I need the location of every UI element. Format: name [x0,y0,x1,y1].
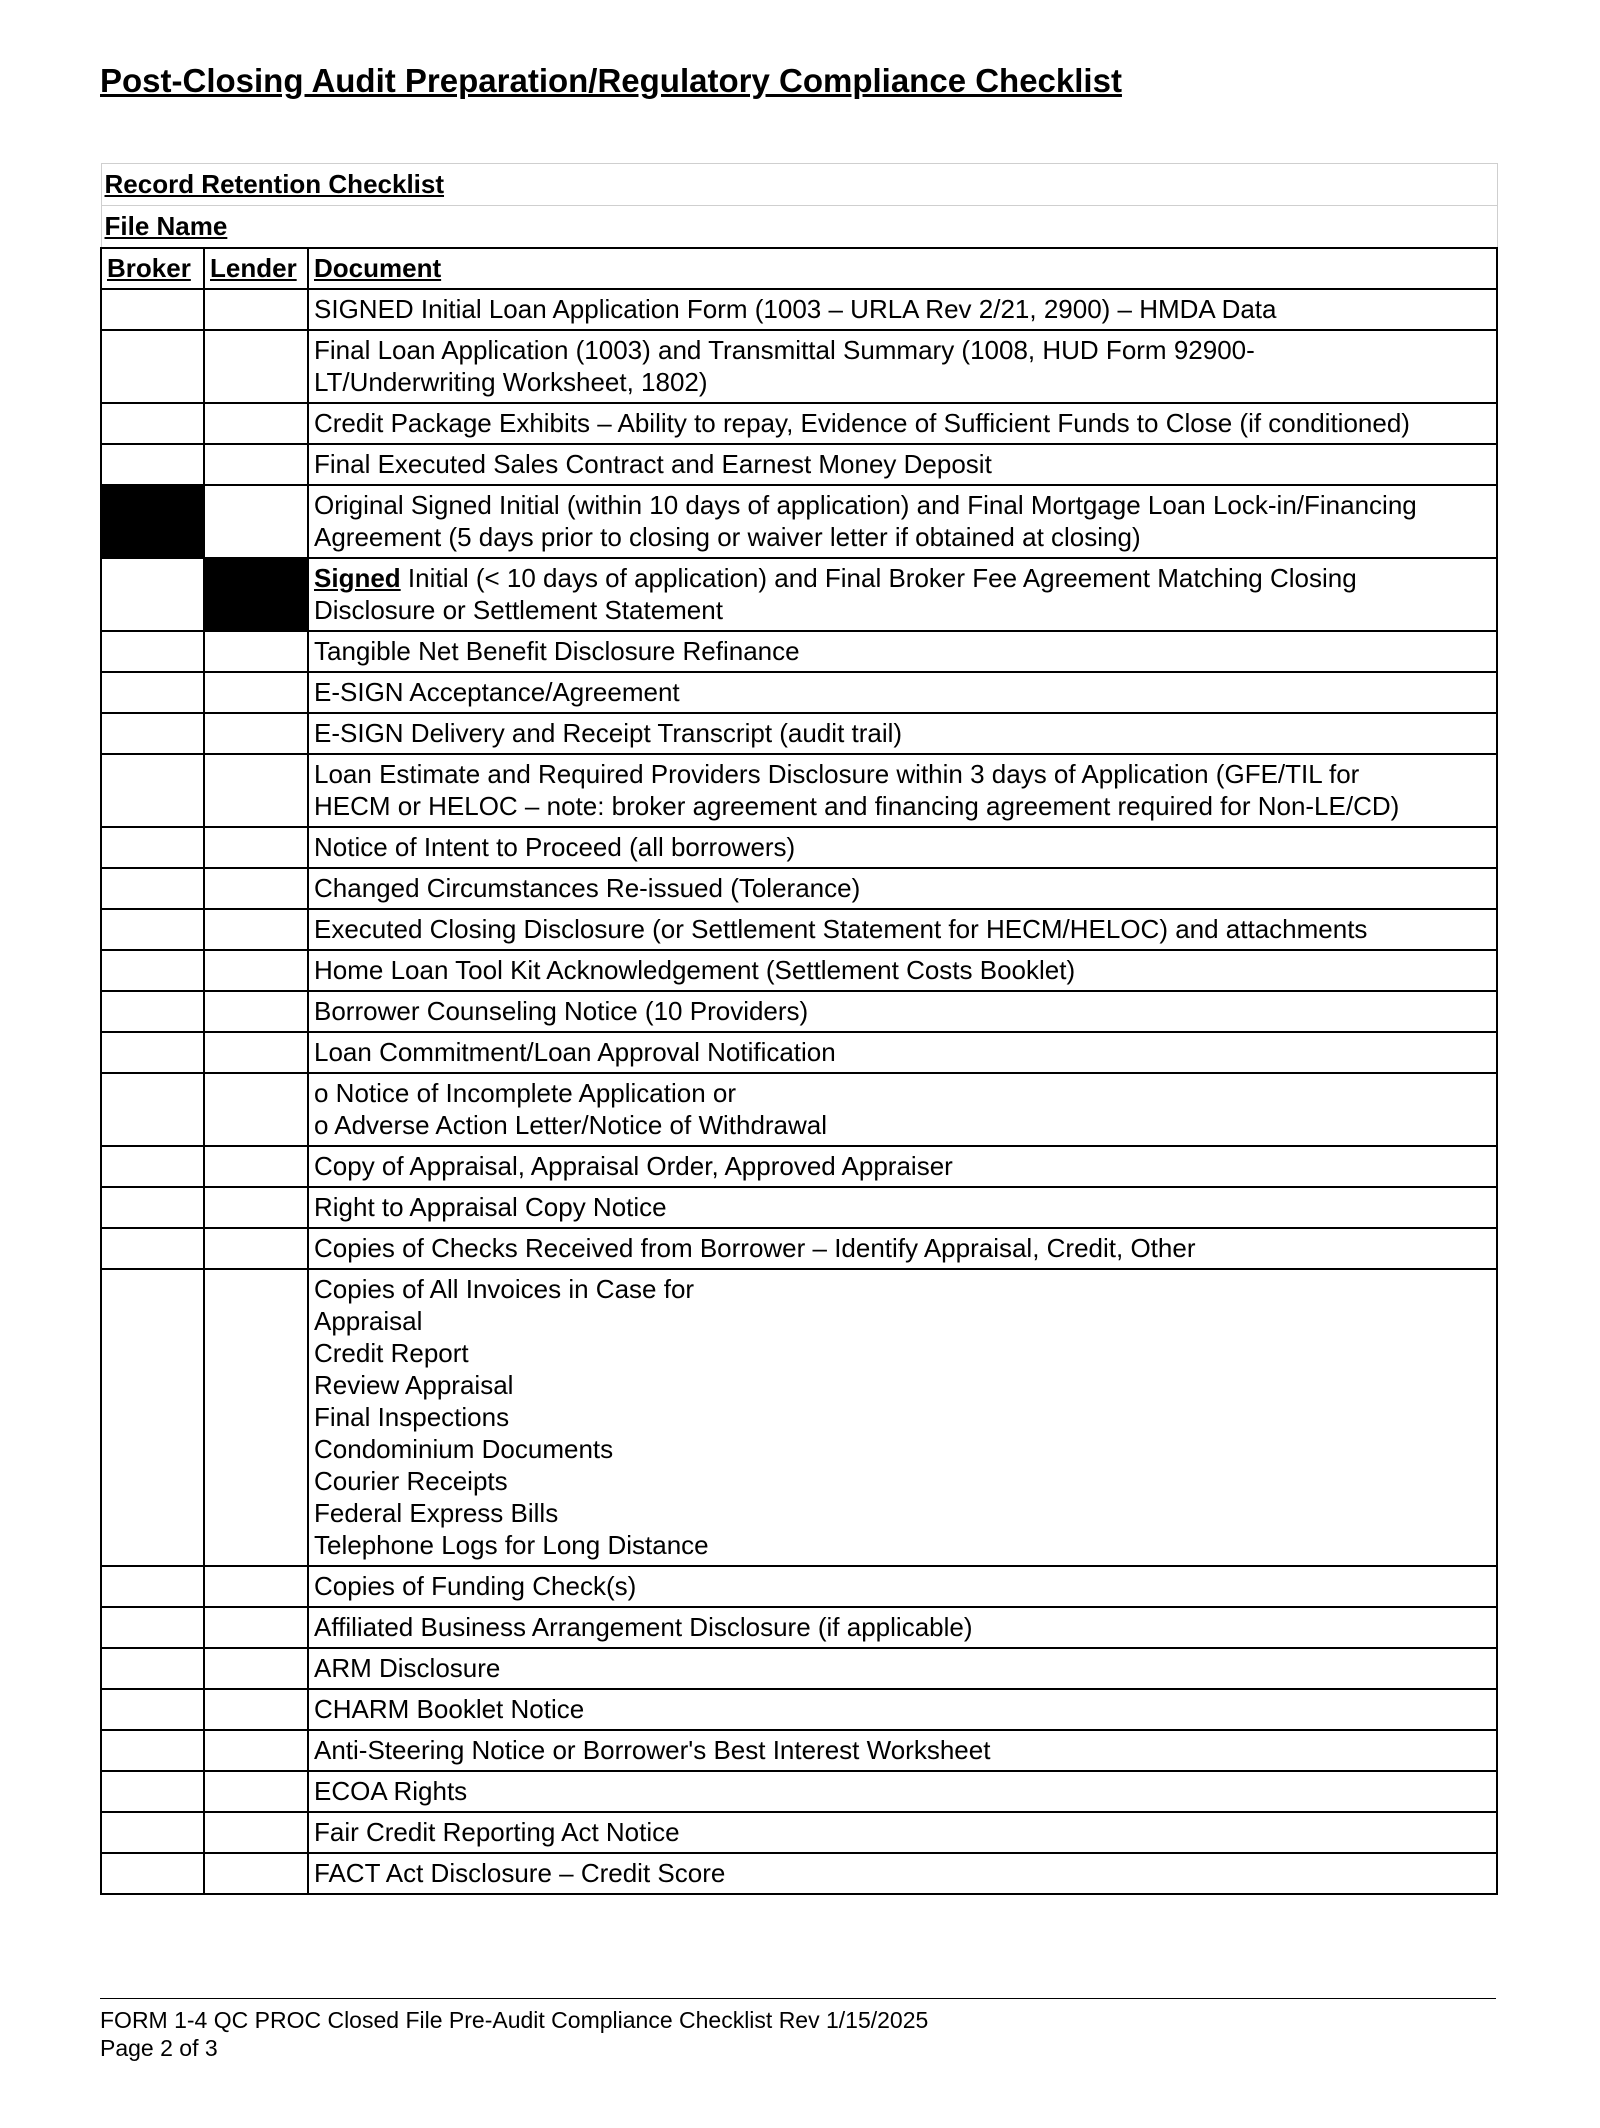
page-title: Post-Closing Audit Preparation/Regulatory Compliance Checklist [100,62,1122,99]
document-cell [308,909,1497,950]
checklist-row [101,1771,1497,1812]
section-title: Record Retention Checklist [101,164,1497,206]
document-text-line: Affiliated Business Arrangement Disclosure (if applicable) [314,1612,973,1642]
lender-checkbox-cell[interactable] [204,754,308,827]
document-text: Initial (< 10 days of application) and Final Broker Fee Agreement Matching Closing [400,563,1357,593]
document-cell [308,1730,1497,1771]
broker-checkbox-cell[interactable] [101,754,204,827]
checklist-body [101,164,1497,1895]
document-text-line: ARM Disclosure [314,1653,501,1683]
document-cell [308,991,1497,1032]
document-text-line: Credit Package Exhibits – Ability to repay, Evidence of Sufficient Funds to Close (if conditioned) [314,408,1410,438]
document-text-line: Credit Report [314,1338,469,1368]
lender-checkbox-cell[interactable] [204,868,308,909]
document-text-line: Fair Credit Reporting Act Notice [314,1817,680,1847]
broker-checkbox-cell[interactable] [101,1607,204,1648]
document-cell [308,1771,1497,1812]
document-cell [308,1032,1497,1073]
broker-checkbox-cell[interactable] [101,1566,204,1607]
document-cell [308,1566,1497,1607]
checklist-row [101,1812,1497,1853]
footer [100,2006,928,2062]
document-cell [308,1648,1497,1689]
document-text-line: FACT Act Disclosure – Credit Score [314,1858,726,1888]
broker-checkbox-cell[interactable] [101,909,204,950]
document-cell [308,558,1497,631]
lender-checkbox-cell[interactable] [204,444,308,485]
lender-checkbox-cell[interactable] [204,1689,308,1730]
document-cell [308,330,1497,403]
document-text-line: Copies of Funding Check(s) [314,1571,637,1601]
document-cell [308,1853,1497,1894]
lender-checkbox-cell[interactable] [204,672,308,713]
lender-checkbox-cell[interactable] [204,1771,308,1812]
lender-checkbox-cell[interactable] [204,1269,308,1566]
document-text-line: Original Signed Initial (within 10 days of application) and Final Mortgage Loan Lock-in/Financing [314,490,1417,520]
lender-checkbox-cell[interactable] [204,950,308,991]
document-text-line: E-SIGN Acceptance/Agreement [314,677,680,707]
broker-checkbox-cell[interactable] [101,631,204,672]
lender-checkbox-cell[interactable] [204,631,308,672]
lender-checkbox-cell[interactable] [204,1566,308,1607]
footer-form-line: FORM 1-4 QC PROC Closed File Pre-Audit Compliance Checklist Rev 1/15/2025 [100,2007,929,2033]
checklist-row [101,868,1497,909]
lender-checkbox-cell[interactable] [204,1853,308,1894]
broker-checkbox-cell[interactable] [101,1648,204,1689]
broker-checkbox-cell[interactable] [101,1853,204,1894]
lender-checkbox-cell[interactable] [204,403,308,444]
broker-checkbox-cell[interactable] [101,1730,204,1771]
checklist-row [101,1853,1497,1894]
lender-checkbox-cell[interactable] [204,991,308,1032]
checklist-row [101,827,1497,868]
document-text-line: Federal Express Bills [314,1498,559,1528]
document-text-line: Executed Closing Disclosure (or Settlement Statement for HECM/HELOC) and attachments [314,914,1368,944]
signed-emphasis: Signed [314,563,401,593]
document-text-line: Changed Circumstances Re-issued (Tolerance) [314,873,861,903]
document-text-line: Anti-Steering Notice or Borrower's Best Interest Worksheet [314,1735,991,1765]
document-text-line: ECOA Rights [314,1776,468,1806]
lender-cell-redacted [204,558,308,631]
document-cell [308,631,1497,672]
document-text-line: SIGNED Initial Loan Application Form (1003 – URLA Rev 2/21, 2900) – HMDA Data [314,294,1277,324]
document-text-line [314,562,1492,594]
document-text-line: o Notice of Incomplete Application or [314,1078,737,1108]
document-cell [308,713,1497,754]
broker-checkbox-cell[interactable] [101,827,204,868]
document-text-line: Final Inspections [314,1402,510,1432]
document-cell [308,485,1497,558]
document-text-line: Tangible Net Benefit Disclosure Refinance [314,636,800,666]
document-cell [308,403,1497,444]
document-cell [308,1269,1497,1566]
checklist-row [101,1648,1497,1689]
column-header-row [101,248,1497,289]
lender-checkbox-cell[interactable] [204,289,308,330]
checklist-row [101,558,1497,631]
broker-checkbox-cell[interactable] [101,1187,204,1228]
checklist-row [101,631,1497,672]
document-text-line: Review Appraisal [314,1370,514,1400]
lender-checkbox-cell[interactable] [204,1730,308,1771]
document-cell [308,1607,1497,1648]
broker-column-header: Broker [101,248,204,289]
checklist-row [101,1607,1497,1648]
checklist-row [101,403,1497,444]
lender-checkbox-cell[interactable] [204,827,308,868]
broker-checkbox-cell[interactable] [101,1032,204,1073]
checklist-row [101,444,1497,485]
checklist-row [101,672,1497,713]
broker-checkbox-cell[interactable] [101,950,204,991]
checklist-row [101,1146,1497,1187]
checklist-row [101,1566,1497,1607]
broker-checkbox-cell[interactable] [101,1812,204,1853]
checklist-row [101,1228,1497,1269]
lender-checkbox-cell[interactable] [204,330,308,403]
document-text-line: HECM or HELOC – note: broker agreement and financing agreement required for Non-LE/CD) [314,791,1400,821]
document-text-line: Condominium Documents [314,1434,614,1464]
document-cell [308,827,1497,868]
file-name-row [101,206,1497,249]
document-cell [308,868,1497,909]
document-cell [308,1812,1497,1853]
lender-checkbox-cell[interactable] [204,713,308,754]
document-cell [308,672,1497,713]
lender-checkbox-cell[interactable] [204,1812,308,1853]
lender-checkbox-cell[interactable] [204,1228,308,1269]
document-text-line: LT/Underwriting Worksheet, 1802) [314,367,708,397]
document-text-line: Loan Estimate and Required Providers Disclosure within 3 days of Application (GFE/TIL for [314,759,1360,789]
document-text-line: Borrower Counseling Notice (10 Providers) [314,996,809,1026]
broker-checkbox-cell[interactable] [101,1146,204,1187]
broker-checkbox-cell[interactable] [101,403,204,444]
checklist-row [101,713,1497,754]
file-name-label: File Name [101,206,1497,249]
broker-checkbox-cell[interactable] [101,672,204,713]
document-text-line: o Adverse Action Letter/Notice of Withdrawal [314,1110,828,1140]
checklist-row [101,1689,1497,1730]
checklist-row [101,1073,1497,1146]
document-text-line: Final Loan Application (1003) and Transmittal Summary (1008, HUD Form 92900- [314,335,1255,365]
document-text-line: Telephone Logs for Long Distance [314,1530,709,1560]
document-text-line: Courier Receipts [314,1466,508,1496]
checklist-row [101,485,1497,558]
lender-checkbox-cell[interactable] [204,1146,308,1187]
document-cell [308,950,1497,991]
document-cell [308,444,1497,485]
broker-checkbox-cell[interactable] [101,289,204,330]
lender-checkbox-cell[interactable] [204,1648,308,1689]
document-text-line: Right to Appraisal Copy Notice [314,1192,667,1222]
broker-checkbox-cell[interactable] [101,558,204,631]
lender-checkbox-cell[interactable] [204,485,308,558]
document-text-line: Agreement (5 days prior to closing or waiver letter if obtained at closing) [314,522,1141,552]
lender-checkbox-cell[interactable] [204,1607,308,1648]
checklist-row [101,754,1497,827]
broker-checkbox-cell[interactable] [101,713,204,754]
broker-checkbox-cell[interactable] [101,868,204,909]
section-title-row [101,164,1497,206]
document-column-header: Document [308,248,1497,289]
document-text-line: Disclosure or Settlement Statement [314,595,723,625]
document-text-line: Copies of Checks Received from Borrower – Identify Appraisal, Credit, Other [314,1233,1196,1263]
lender-checkbox-cell[interactable] [204,909,308,950]
broker-checkbox-cell[interactable] [101,1228,204,1269]
broker-checkbox-cell[interactable] [101,991,204,1032]
broker-checkbox-cell[interactable] [101,1269,204,1566]
document-text-line: Home Loan Tool Kit Acknowledgement (Settlement Costs Booklet) [314,955,1076,985]
checklist-row [101,1032,1497,1073]
checklist-row [101,289,1497,330]
document-text-line: Copy of Appraisal, Appraisal Order, Approved Appraiser [314,1151,953,1181]
broker-checkbox-cell[interactable] [101,1689,204,1730]
document-text-line: Copies of All Invoices in Case for [314,1274,695,1304]
checklist-row [101,1187,1497,1228]
document-text-line: Appraisal [314,1306,423,1336]
record-retention-table [100,163,1498,1895]
lender-checkbox-cell[interactable] [204,1073,308,1146]
checklist-row [101,1269,1497,1566]
document-cell [308,1146,1497,1187]
document-cell [308,1187,1497,1228]
document-text-line: Loan Commitment/Loan Approval Notification [314,1037,836,1067]
lender-checkbox-cell[interactable] [204,1187,308,1228]
checklist-row [101,1730,1497,1771]
footer-page-line: Page 2 of 3 [100,2035,218,2061]
broker-checkbox-cell[interactable] [101,330,204,403]
checklist-row [101,991,1497,1032]
broker-checkbox-cell[interactable] [101,444,204,485]
lender-column-header: Lender [204,248,308,289]
checklist-row [101,950,1497,991]
document-text-line: Final Executed Sales Contract and Earnest Money Deposit [314,449,992,479]
lender-checkbox-cell[interactable] [204,1032,308,1073]
broker-checkbox-cell[interactable] [101,1771,204,1812]
document-text-line: Notice of Intent to Proceed (all borrowers) [314,832,796,862]
footer-divider [100,1998,1496,1999]
document-cell [308,754,1497,827]
checklist-row [101,330,1497,403]
broker-checkbox-cell[interactable] [101,1073,204,1146]
document-cell [308,1073,1497,1146]
document-text-line: E-SIGN Delivery and Receipt Transcript (audit trail) [314,718,903,748]
document-cell [308,289,1497,330]
document-cell [308,1689,1497,1730]
document-text-line: CHARM Booklet Notice [314,1694,585,1724]
broker-cell-redacted [101,485,204,558]
document-cell [308,1228,1497,1269]
checklist-row [101,909,1497,950]
